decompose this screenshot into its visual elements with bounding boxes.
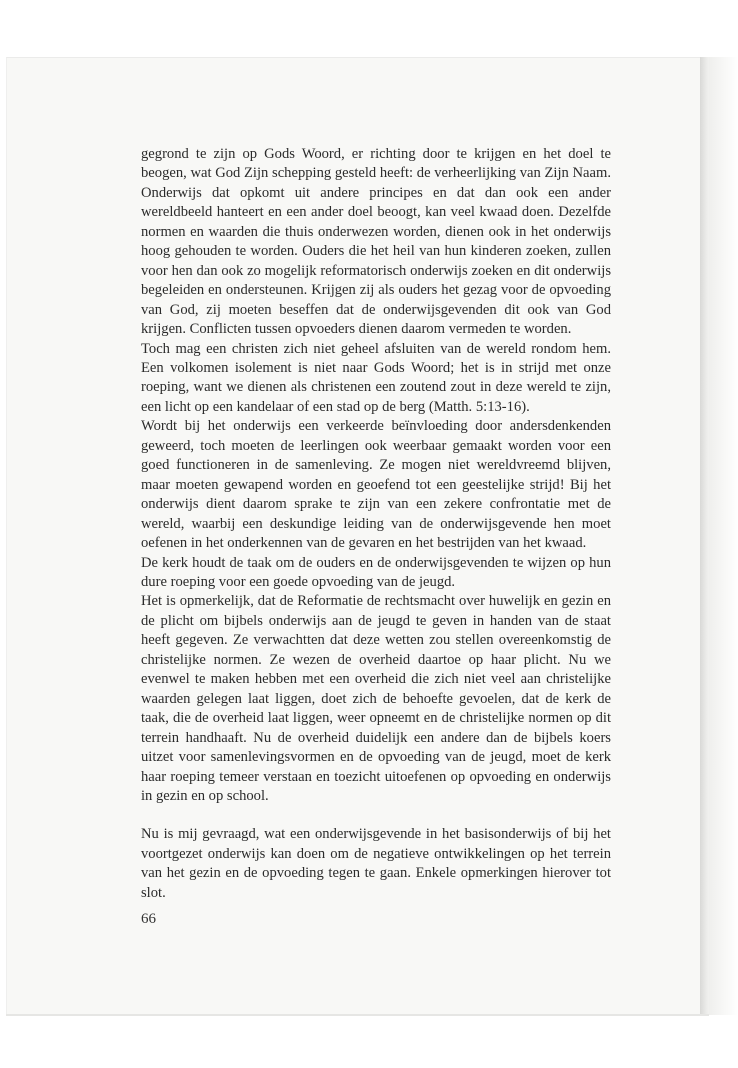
paragraph: De kerk houdt de taak om de ouders en de onderwijsgevenden te wijzen op hun dure roeping voor een goede opvoeding van de jeugd. xyxy=(141,554,611,590)
body-text xyxy=(141,145,611,903)
paragraph: Het is opmerkelijk, dat de Reformatie de rechtsmacht over huwelijk en gezin en de plicht om bijbels onderwijs aan de jeugd te geven in handen van de staat heeft gegeven. Ze verwachtten dat deze wetten zou stellen overeenkomstig de christelijke normen. Ze wezen de overheid daartoe op haar plicht. Nu we evenwel te maken hebben met een overheid die zich niet veel aan christelijke waarden gelegen laat liggen, doet zich de behoefte gevoelen, dat de kerk de taak, die de overheid laat liggen, weer opneemt en de christelijke normen op dit terrein handhaaft. Nu de overheid duidelijk een andere dan de bijbels koers uitzet voor samenlevingsvormen en de opvoeding van de jeugd, moet de kerk haar roeping temeer verstaan en toezicht uitoefenen op opvoeding en onderwijs in gezin en op school. xyxy=(141,593,611,804)
book-gutter xyxy=(700,57,709,1015)
page-edge xyxy=(6,1014,709,1016)
paragraph: Toch mag een christen zich niet geheel afsluiten van de wereld rondom hem. Een volkomen isolement is niet naar Gods Woord; het is in strijd met onze roeping, want we dienen als christenen een zoutend zout in deze wereld te zijn, een licht op een kandelaar of een stad op de berg (Matth. 5:13-16). xyxy=(141,340,611,415)
paragraph: Nu is mij gevraagd, wat een onderwijsgevende in het basisonderwijs of bij het voortgezet onderwijs kan doen om de negatieve ontwikkelingen op het terrein van het gezin en de opvoeding tegen te gaan. Enkele opmerkingen hierover tot slot. xyxy=(141,826,611,901)
gutter-shadow xyxy=(709,57,738,1015)
paragraph: gegrond te zijn op Gods Woord, er richting door te krijgen en het doel te beogen, wat God Zijn schepping gesteld heeft: de verheerlijking van Zijn Naam. Onderwijs dat opkomt uit andere principes en dat dan ook een ander wereldbeeld hanteert en een ander doel beoogt, kan veel kwaad doen. Dezelfde normen en waarden die thuis onderwezen worden, dienen ook in het onderwijs hoog gehouden te worden. Ouders die het heil van hun kinderen zoeken, zullen voor hen dan ook zo mogelijk reformatorisch onderwijs zoeken en dit onderwijs begeleiden en ondersteunen. Krijgen zij als ouders het gezag voor de opvoeding van God, zij moeten beseffen dat de onderwijsgevenden dit ook van God krijgen. Conflicten tussen opvoeders dienen daarom vermeden te worden. xyxy=(141,146,611,338)
page-number: 66 xyxy=(141,911,156,927)
paragraph: Wordt bij het onderwijs een verkeerde beïnvloeding door andersdenkenden geweerd, toch moeten de leerlingen ook weerbaar gemaakt worden voor een goed functioneren in de samenleving. Ze mogen niet wereldvreemd blijven, maar moeten gewapend worden en geoefend tot een geestelijke strijd! Bij het onderwijs dient daarom sprake te zijn van een zekere confrontatie met de wereld, waarbij een deskundige leiding van de onderwijsgevende hen moet oefenen in het onderkennen van de gevaren en het bestrijden van het kwaad. xyxy=(141,418,611,552)
